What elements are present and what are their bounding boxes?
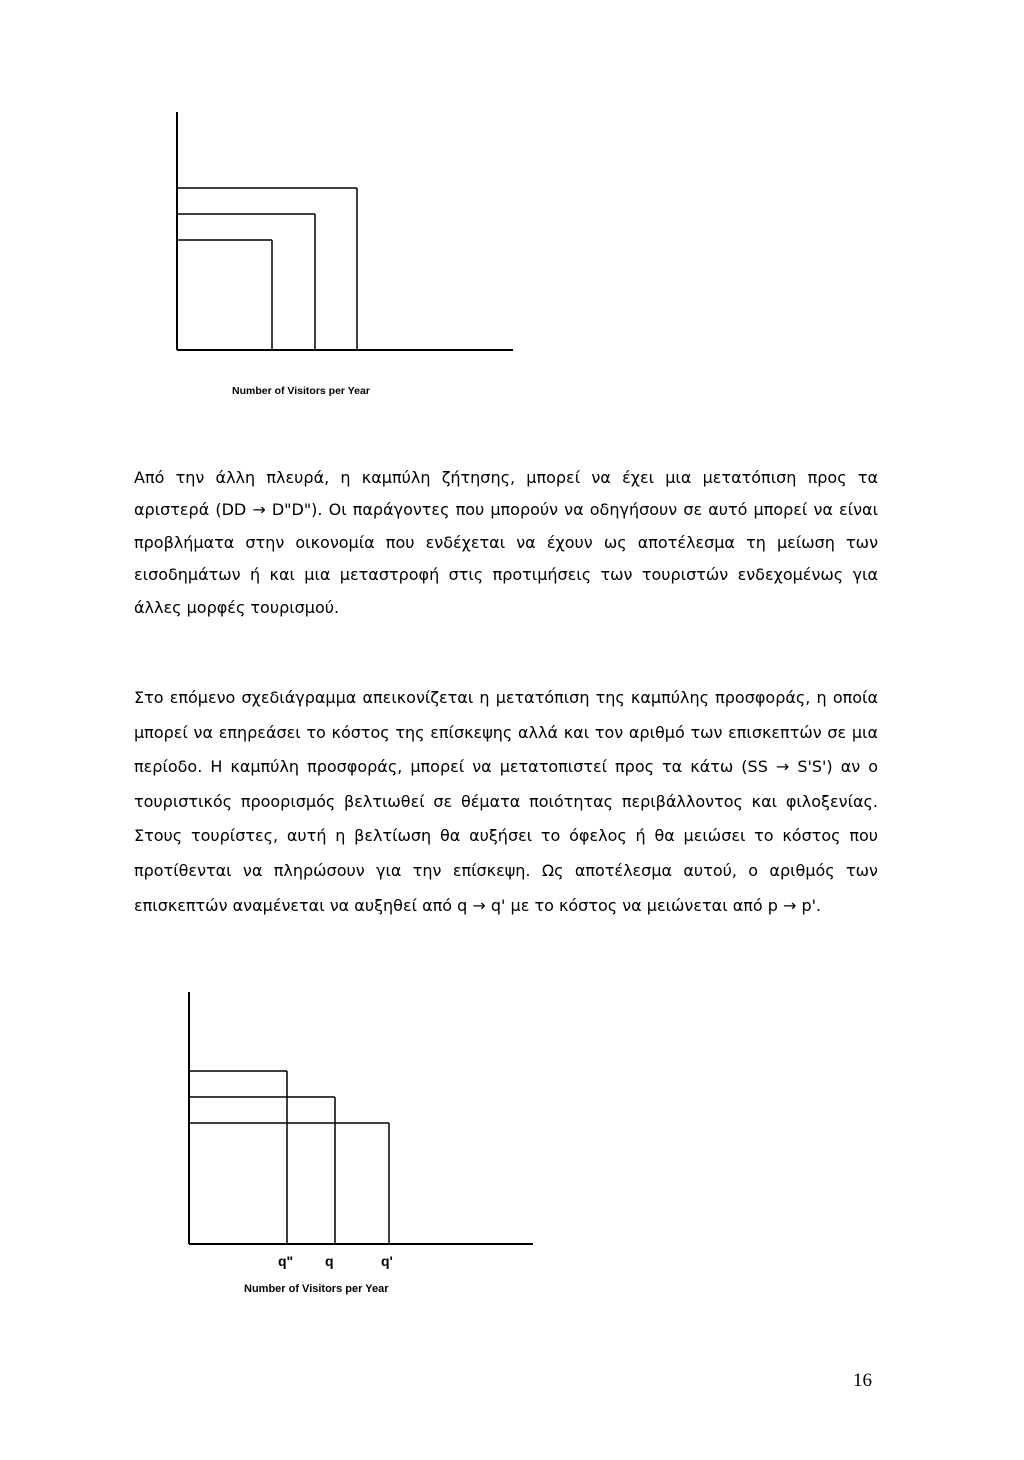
paragraph-demand-shift: Από την άλλη πλευρά, η καμπύλη ζήτησης, μπορεί να έχει μια μετατόπιση προς τα αριστερά (DD → D"D"). Οι παράγοντες που μπορούν να οδηγήσουν σε αυτό μπορεί να είναι προβλήματα στην οικονομία που ενδέχεται να έχουν ως αποτέλεσμα τη μείωση των εισοδημάτων ή και μια μεταστροφή στις προτιμήσεις των τουριστών ενδεχομένως για άλλες μορφές τουρισμού. [134, 468, 878, 617]
figure2-x-axis-label: Number of Visitors per Year [244, 1283, 389, 1295]
figure2-tick-q-double: q" [278, 1253, 294, 1269]
paragraph-supply-shift: Στο επόμενο σχεδιάγραμμα απεικονίζεται η μετατόπιση της καμπύλης προσφοράς, η οποία μπορεί να επηρεάσει το κόστος της επίσκεψης αλλά και τον αριθμό των επισκεπτών σε μια περίοδο. Η καμπύλη προσφοράς, μπορεί να μετατοπιστεί προς τα κάτω (SS → S'S') αν ο τουριστικός προορισμός βελτιωθεί σε θέματα ποιότητας περιβάλλοντος και φιλοξενίας. Στους τουρίστες, αυτή η βελτίωση θα αυξήσει το όφελος ή θα μειώσει το κόστος που προτίθενται να πληρώσουν για την επίσκεψη. Ως αποτέλεσμα αυτού, ο αριθμός των επισκεπτών αναμένεται να αυξηθεί από q → q' με το κόστος να μειώνεται από p → p'. [134, 688, 878, 915]
page-number: 16 [853, 1370, 872, 1391]
demand-shift-figure [0, 0, 1024, 420]
figure2-tick-q: q [325, 1253, 334, 1269]
figure2-tick-q-prime: q' [381, 1253, 393, 1269]
figure1-x-axis-label: Number of Visitors per Year [232, 385, 370, 397]
